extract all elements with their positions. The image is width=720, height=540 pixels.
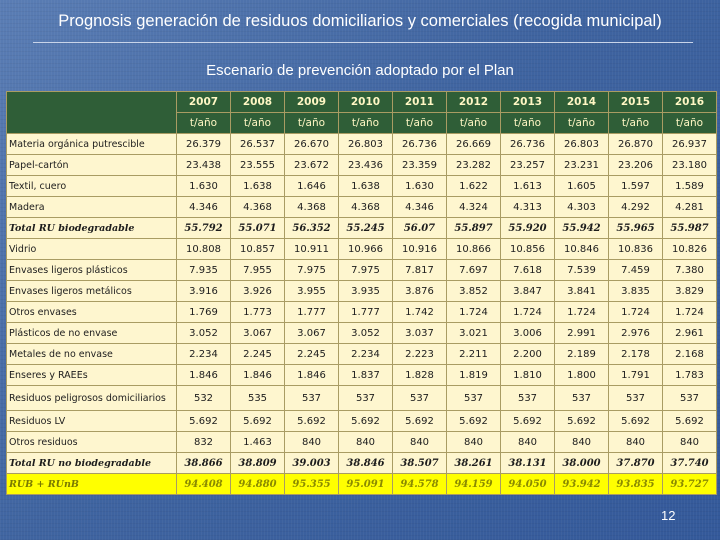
year-header: 2015 [609,92,663,113]
table-cell: 23.359 [393,155,447,176]
table-cell: 23.206 [609,155,663,176]
table-cell: 3.037 [393,323,447,344]
table-cell: 532 [177,386,231,411]
table-cell: 4.368 [285,197,339,218]
table-cell: 3.926 [231,281,285,302]
table-cell: 26.870 [609,134,663,155]
unit-header: t/año [285,113,339,134]
table-cell: 10.856 [501,239,555,260]
table-cell: 5.692 [555,411,609,432]
table-cell: 55.071 [231,218,285,239]
table-cell: 2.223 [393,344,447,365]
unit-header: t/año [555,113,609,134]
table-cell: 537 [609,386,663,411]
unit-header: t/año [231,113,285,134]
table-cell: 3.835 [609,281,663,302]
table-cell: 10.866 [447,239,501,260]
table-cell: 2.234 [177,344,231,365]
table-cell: 4.313 [501,197,555,218]
table-cell: 3.021 [447,323,501,344]
table-cell: 2.991 [555,323,609,344]
row-label: Metales de no envase [7,344,177,365]
table-cell: 10.916 [393,239,447,260]
table-row [7,453,717,474]
table-cell: 94.880 [231,474,285,495]
table-cell: 537 [663,386,717,411]
table-cell: 3.067 [231,323,285,344]
table-cell: 2.211 [447,344,501,365]
table-row [7,239,717,260]
table-cell: 3.935 [339,281,393,302]
table-cell: 1.646 [285,176,339,197]
table-cell: 840 [285,432,339,453]
table-cell: 7.539 [555,260,609,281]
table-cell: 23.257 [501,155,555,176]
table-cell: 26.379 [177,134,231,155]
table-cell: 95.091 [339,474,393,495]
row-label: RUB + RUnB [7,474,177,495]
table-cell: 26.537 [231,134,285,155]
table-cell: 3.847 [501,281,555,302]
table-cell: 3.852 [447,281,501,302]
table-cell: 93.835 [609,474,663,495]
table-cell: 55.897 [447,218,501,239]
table-cell: 37.740 [663,453,717,474]
table-cell: 2.168 [663,344,717,365]
table-cell: 7.975 [285,260,339,281]
table-cell: 7.380 [663,260,717,281]
table-cell: 94.408 [177,474,231,495]
table-cell: 3.876 [393,281,447,302]
title-divider [33,42,693,43]
table-cell: 23.282 [447,155,501,176]
unit-header: t/año [663,113,717,134]
table-cell: 38.507 [393,453,447,474]
table-cell: 1.724 [447,302,501,323]
table-cell: 55.792 [177,218,231,239]
table-cell: 95.355 [285,474,339,495]
year-header: 2007 [177,92,231,113]
table-cell: 23.436 [339,155,393,176]
table-cell: 38.846 [339,453,393,474]
table-cell: 1.773 [231,302,285,323]
table-cell: 537 [339,386,393,411]
table-cell: 94.578 [393,474,447,495]
table-cell: 537 [285,386,339,411]
table-cell: 10.911 [285,239,339,260]
table-cell: 4.346 [177,197,231,218]
table-cell: 1.837 [339,365,393,386]
table-cell: 2.245 [285,344,339,365]
table-row [7,281,717,302]
table-cell: 26.803 [555,134,609,155]
waste-prognosis-table [6,91,717,495]
table-cell: 1.819 [447,365,501,386]
table-row [7,197,717,218]
table-cell: 1.724 [609,302,663,323]
table-cell: 840 [393,432,447,453]
table-cell: 1.638 [231,176,285,197]
table-row [7,323,717,344]
table-row [7,155,717,176]
table-cell: 840 [555,432,609,453]
table-row [7,176,717,197]
table-cell: 840 [609,432,663,453]
table-cell: 1.463 [231,432,285,453]
table-row [7,365,717,386]
table-cell: 26.670 [285,134,339,155]
table-cell: 5.692 [663,411,717,432]
table-cell: 4.292 [609,197,663,218]
table-cell: 23.555 [231,155,285,176]
table-cell: 93.942 [555,474,609,495]
unit-header: t/año [393,113,447,134]
table-cell: 3.052 [339,323,393,344]
table-cell: 5.692 [339,411,393,432]
table-cell: 1.638 [339,176,393,197]
table-cell: 26.937 [663,134,717,155]
table-cell: 2.200 [501,344,555,365]
table-cell: 56.352 [285,218,339,239]
table-cell: 1.630 [177,176,231,197]
year-header: 2008 [231,92,285,113]
table-cell: 5.692 [393,411,447,432]
table-cell: 26.669 [447,134,501,155]
row-label: Residuos peligrosos domiciliarios [7,386,177,411]
row-label: Envases ligeros metálicos [7,281,177,302]
table-cell: 535 [231,386,285,411]
table-cell: 38.000 [555,453,609,474]
table-cell: 5.692 [285,411,339,432]
table-cell: 26.736 [501,134,555,155]
table-cell: 55.965 [609,218,663,239]
year-header: 2010 [339,92,393,113]
table-cell: 1.589 [663,176,717,197]
table-cell: 1.777 [285,302,339,323]
table-cell: 2.245 [231,344,285,365]
year-header: 2009 [285,92,339,113]
table-cell: 26.803 [339,134,393,155]
table-cell: 55.942 [555,218,609,239]
table-cell: 55.987 [663,218,717,239]
row-label: Vidrio [7,239,177,260]
table-row [7,474,717,495]
table-cell: 1.622 [447,176,501,197]
table-cell: 1.783 [663,365,717,386]
table-cell: 23.231 [555,155,609,176]
table-cell: 10.826 [663,239,717,260]
table-cell: 1.810 [501,365,555,386]
unit-header: t/año [447,113,501,134]
table-cell: 537 [447,386,501,411]
table-cell: 5.692 [231,411,285,432]
table-row [7,134,717,155]
table-cell: 1.791 [609,365,663,386]
unit-header: t/año [501,113,555,134]
page-number: 12 [661,508,676,523]
table-cell: 537 [501,386,555,411]
table-cell: 7.935 [177,260,231,281]
table-cell: 38.809 [231,453,285,474]
table-cell: 4.368 [339,197,393,218]
table-cell: 5.692 [177,411,231,432]
table-row [7,260,717,281]
table-cell: 39.003 [285,453,339,474]
table-row [7,411,717,432]
row-label: Envases ligeros plásticos [7,260,177,281]
table-cell: 1.742 [393,302,447,323]
table-cell: 1.800 [555,365,609,386]
table-cell: 3.006 [501,323,555,344]
table-cell: 94.050 [501,474,555,495]
table-cell: 10.846 [555,239,609,260]
table-cell: 3.841 [555,281,609,302]
table-row [7,302,717,323]
table-cell: 1.724 [663,302,717,323]
table-cell: 7.697 [447,260,501,281]
table-cell: 840 [663,432,717,453]
table-cell: 2.178 [609,344,663,365]
year-header-row [7,92,717,113]
table-cell: 55.920 [501,218,555,239]
table-cell: 4.346 [393,197,447,218]
row-label: Enseres y RAEEs [7,365,177,386]
row-label: Otros envases [7,302,177,323]
table-cell: 840 [447,432,501,453]
year-header: 2016 [663,92,717,113]
table-cell: 1.724 [501,302,555,323]
table-cell: 4.281 [663,197,717,218]
row-label: Madera [7,197,177,218]
table-cell: 23.438 [177,155,231,176]
table-cell: 1.846 [285,365,339,386]
table-cell: 1.777 [339,302,393,323]
row-label: Papel-cartón [7,155,177,176]
table-cell: 94.159 [447,474,501,495]
table-cell: 3.067 [285,323,339,344]
table-cell: 7.975 [339,260,393,281]
table-cell: 37.870 [609,453,663,474]
table-cell: 10.836 [609,239,663,260]
table-cell: 1.597 [609,176,663,197]
table-cell: 4.324 [447,197,501,218]
table-row [7,218,717,239]
row-label: Textil, cuero [7,176,177,197]
table-cell: 38.261 [447,453,501,474]
slide-subtitle: Escenario de prevención adoptado por el Plan [206,62,514,79]
table-row [7,386,717,411]
header-corner [7,92,177,134]
table-cell: 3.955 [285,281,339,302]
table-cell: 10.966 [339,239,393,260]
table-cell: 38.866 [177,453,231,474]
table-cell: 1.769 [177,302,231,323]
table-cell: 56.07 [393,218,447,239]
table-cell: 5.692 [447,411,501,432]
year-header: 2013 [501,92,555,113]
table-cell: 10.808 [177,239,231,260]
table-row [7,432,717,453]
table-cell: 1.828 [393,365,447,386]
table-cell: 2.961 [663,323,717,344]
table-cell: 7.955 [231,260,285,281]
unit-header: t/año [177,113,231,134]
table-cell: 537 [555,386,609,411]
row-label: Materia orgánica putrescible [7,134,177,155]
table-cell: 10.857 [231,239,285,260]
table-cell: 38.131 [501,453,555,474]
table-cell: 55.245 [339,218,393,239]
table-cell: 1.605 [555,176,609,197]
table-cell: 26.736 [393,134,447,155]
table-cell: 7.459 [609,260,663,281]
unit-header: t/año [339,113,393,134]
year-header: 2012 [447,92,501,113]
year-header: 2011 [393,92,447,113]
table-cell: 4.368 [231,197,285,218]
table-row [7,344,717,365]
table-cell: 832 [177,432,231,453]
table-cell: 5.692 [501,411,555,432]
table-cell: 5.692 [609,411,663,432]
table-cell: 7.618 [501,260,555,281]
slide-title: Prognosis generación de residuos domiciliarios y comerciales (recogida municipal) [58,12,662,30]
row-label: Otros residuos [7,432,177,453]
row-label: Plásticos de no envase [7,323,177,344]
table-cell: 1.846 [177,365,231,386]
row-label: Residuos LV [7,411,177,432]
table-cell: 2.234 [339,344,393,365]
table-cell: 2.976 [609,323,663,344]
table-cell: 3.829 [663,281,717,302]
table-cell: 93.727 [663,474,717,495]
table-cell: 3.052 [177,323,231,344]
table-cell: 23.180 [663,155,717,176]
row-label: Total RU no biodegradable [7,453,177,474]
table-cell: 840 [501,432,555,453]
table-cell: 840 [339,432,393,453]
table-cell: 1.724 [555,302,609,323]
table-cell: 537 [393,386,447,411]
table-cell: 1.846 [231,365,285,386]
unit-header: t/año [609,113,663,134]
table-cell: 23.672 [285,155,339,176]
row-label: Total RU biodegradable [7,218,177,239]
table-cell: 3.916 [177,281,231,302]
table-cell: 4.303 [555,197,609,218]
table-cell: 1.630 [393,176,447,197]
table-cell: 7.817 [393,260,447,281]
table-cell: 2.189 [555,344,609,365]
year-header: 2014 [555,92,609,113]
table-cell: 1.613 [501,176,555,197]
